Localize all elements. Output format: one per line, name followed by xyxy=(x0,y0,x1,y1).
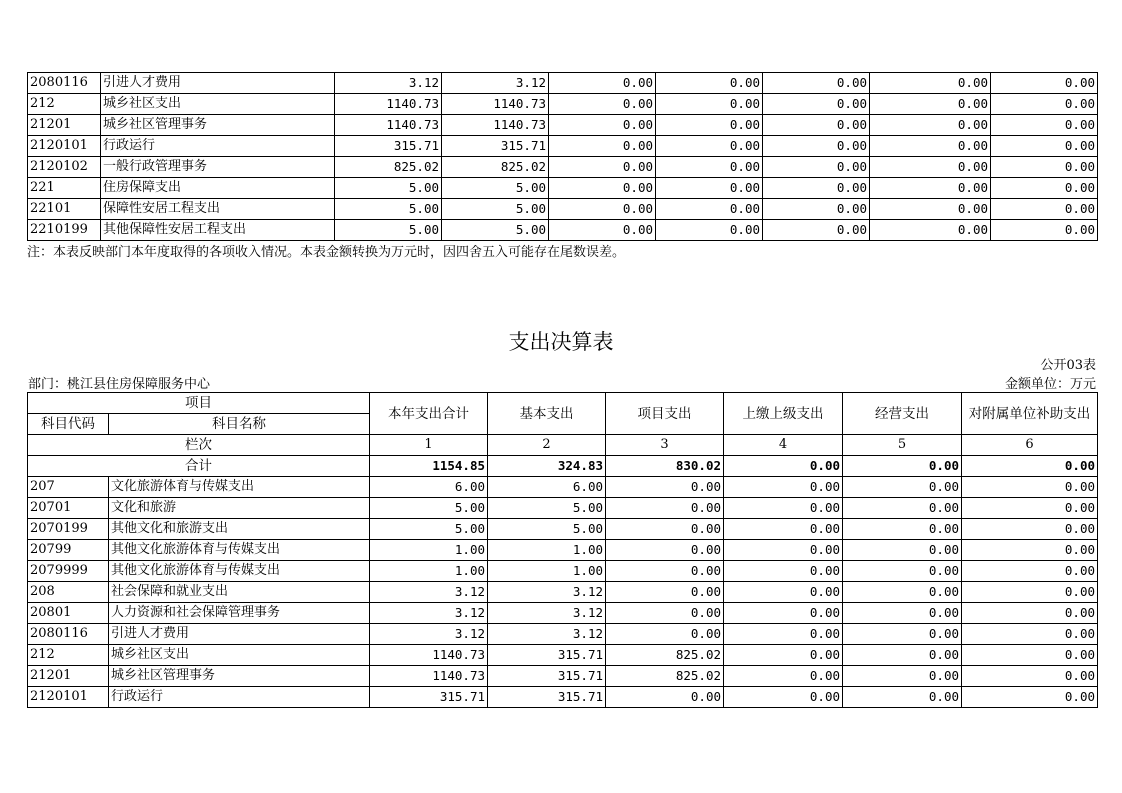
table-note: 注：本表反映部门本年度取得的各项收入情况。本表金额转换为万元时，因四舍五入可能存在尾数误差。 xyxy=(27,245,626,260)
amount-cell: 0.00 xyxy=(843,645,962,666)
amount-cell: 6.00 xyxy=(370,477,488,498)
table-row xyxy=(28,178,1098,199)
subject-name: 引进人才费用 xyxy=(101,73,335,94)
amount-cell: 0.00 xyxy=(606,561,724,582)
table-row xyxy=(28,199,1098,220)
header-code: 科目代码 xyxy=(28,414,109,435)
amount-cell: 5.00 xyxy=(488,498,606,519)
subject-name: 保障性安居工程支出 xyxy=(101,199,335,220)
subject-code: 2070199 xyxy=(28,519,109,540)
amount-cell: 6.00 xyxy=(488,477,606,498)
amount-cell: 1140.73 xyxy=(370,645,488,666)
amount-cell: 0.00 xyxy=(962,624,1098,645)
amount-cell: 0.00 xyxy=(962,687,1098,708)
subject-name: 行政运行 xyxy=(109,687,370,708)
amount-cell: 0.00 xyxy=(991,199,1098,220)
table-row xyxy=(28,561,1098,582)
amount-cell: 0.00 xyxy=(606,498,724,519)
amount-cell: 825.02 xyxy=(606,645,724,666)
amount-cell: 0.00 xyxy=(606,540,724,561)
form-code: 公开03表 xyxy=(1040,358,1096,373)
column-number: 1 xyxy=(370,435,488,456)
amount-cell: 0.00 xyxy=(843,582,962,603)
subject-name: 引进人才费用 xyxy=(109,624,370,645)
subject-name: 其他文化旅游体育与传媒支出 xyxy=(109,540,370,561)
header-col-2: 基本支出 xyxy=(488,393,606,435)
amount-cell: 0.00 xyxy=(549,220,656,241)
column-number: 4 xyxy=(724,435,843,456)
amount-cell: 3.12 xyxy=(335,73,442,94)
table-row xyxy=(28,687,1098,708)
subject-code: 2079999 xyxy=(28,561,109,582)
table-row xyxy=(28,540,1098,561)
table-row xyxy=(28,519,1098,540)
subject-name: 文化旅游体育与传媒支出 xyxy=(109,477,370,498)
amount-cell: 1.00 xyxy=(488,540,606,561)
amount-cell: 0.00 xyxy=(724,477,843,498)
amount-cell: 0.00 xyxy=(991,136,1098,157)
amount-cell: 0.00 xyxy=(991,178,1098,199)
amount-cell: 0.00 xyxy=(763,136,870,157)
table-row xyxy=(28,624,1098,645)
subject-name: 其他文化和旅游支出 xyxy=(109,519,370,540)
amount-cell: 3.12 xyxy=(370,603,488,624)
subject-code: 2120101 xyxy=(28,136,101,157)
header-row-1 xyxy=(28,393,1098,414)
amount-cell: 0.00 xyxy=(763,178,870,199)
column-row-label: 栏次 xyxy=(28,435,370,456)
amount-cell: 0.00 xyxy=(606,603,724,624)
amount-cell: 0.00 xyxy=(656,115,763,136)
amount-cell: 1140.73 xyxy=(442,115,549,136)
amount-cell: 5.00 xyxy=(370,498,488,519)
amount-cell: 0.00 xyxy=(843,477,962,498)
subject-name: 住房保障支出 xyxy=(101,178,335,199)
amount-cell: 5.00 xyxy=(335,199,442,220)
amount-cell: 0.00 xyxy=(962,498,1098,519)
table-row xyxy=(28,477,1098,498)
amount-cell: 0.00 xyxy=(549,73,656,94)
amount-cell: 0.00 xyxy=(870,73,991,94)
subject-code: 20799 xyxy=(28,540,109,561)
table-row xyxy=(28,603,1098,624)
amount-cell: 0.00 xyxy=(763,220,870,241)
subject-code: 2080116 xyxy=(28,73,101,94)
amount-cell: 0.00 xyxy=(763,199,870,220)
header-item: 项目 xyxy=(28,393,370,414)
total-value: 1154.85 xyxy=(370,456,488,477)
amount-cell: 5.00 xyxy=(488,519,606,540)
total-value: 324.83 xyxy=(488,456,606,477)
amount-cell: 5.00 xyxy=(442,220,549,241)
subject-code: 21201 xyxy=(28,666,109,687)
amount-cell: 0.00 xyxy=(991,220,1098,241)
subject-code: 212 xyxy=(28,94,101,115)
amount-cell: 3.12 xyxy=(488,603,606,624)
amount-cell: 0.00 xyxy=(724,603,843,624)
amount-cell: 0.00 xyxy=(962,582,1098,603)
total-value: 0.00 xyxy=(843,456,962,477)
amount-cell: 315.71 xyxy=(488,666,606,687)
table-row xyxy=(28,157,1098,178)
amount-cell: 0.00 xyxy=(962,477,1098,498)
total-row xyxy=(28,456,1098,477)
subject-name: 其他保障性安居工程支出 xyxy=(101,220,335,241)
amount-cell: 825.02 xyxy=(606,666,724,687)
amount-cell: 0.00 xyxy=(991,73,1098,94)
subject-name: 城乡社区管理事务 xyxy=(109,666,370,687)
amount-cell: 0.00 xyxy=(606,477,724,498)
amount-cell: 0.00 xyxy=(724,582,843,603)
amount-cell: 315.71 xyxy=(488,687,606,708)
amount-cell: 3.12 xyxy=(370,582,488,603)
amount-cell: 5.00 xyxy=(370,519,488,540)
amount-cell: 0.00 xyxy=(606,624,724,645)
table-row xyxy=(28,498,1098,519)
amount-cell: 0.00 xyxy=(549,157,656,178)
amount-cell: 0.00 xyxy=(991,157,1098,178)
header-col-1: 本年支出合计 xyxy=(370,393,488,435)
amount-cell: 0.00 xyxy=(763,94,870,115)
table-row xyxy=(28,94,1098,115)
subject-code: 221 xyxy=(28,178,101,199)
amount-cell: 0.00 xyxy=(962,603,1098,624)
header-col-6: 对附属单位补助支出 xyxy=(962,393,1098,435)
amount-cell: 5.00 xyxy=(442,178,549,199)
income-table-continued xyxy=(27,72,1098,241)
amount-cell: 0.00 xyxy=(656,199,763,220)
amount-cell: 0.00 xyxy=(549,199,656,220)
amount-cell: 0.00 xyxy=(962,645,1098,666)
subject-name: 城乡社区支出 xyxy=(109,645,370,666)
amount-cell: 315.71 xyxy=(488,645,606,666)
amount-cell: 0.00 xyxy=(656,220,763,241)
amount-cell: 0.00 xyxy=(870,157,991,178)
header-col-5: 经营支出 xyxy=(843,393,962,435)
amount-cell: 315.71 xyxy=(442,136,549,157)
subject-code: 207 xyxy=(28,477,109,498)
amount-cell: 5.00 xyxy=(335,178,442,199)
amount-cell: 0.00 xyxy=(724,540,843,561)
amount-cell: 0.00 xyxy=(724,687,843,708)
amount-cell: 3.12 xyxy=(488,624,606,645)
amount-cell: 0.00 xyxy=(962,540,1098,561)
column-number: 6 xyxy=(962,435,1098,456)
total-label: 合计 xyxy=(28,456,370,477)
amount-cell: 0.00 xyxy=(843,603,962,624)
income-table-body xyxy=(28,73,1098,241)
amount-cell: 825.02 xyxy=(335,157,442,178)
total-value: 0.00 xyxy=(724,456,843,477)
amount-cell: 0.00 xyxy=(991,115,1098,136)
amount-cell: 0.00 xyxy=(962,519,1098,540)
subject-code: 2080116 xyxy=(28,624,109,645)
amount-cell: 0.00 xyxy=(962,561,1098,582)
amount-cell: 0.00 xyxy=(870,115,991,136)
table-row xyxy=(28,220,1098,241)
amount-cell: 1.00 xyxy=(488,561,606,582)
amount-cell: 0.00 xyxy=(549,136,656,157)
amount-cell: 0.00 xyxy=(724,498,843,519)
expenditure-table-body xyxy=(28,477,1098,708)
amount-cell: 0.00 xyxy=(549,94,656,115)
amount-cell: 0.00 xyxy=(763,115,870,136)
table-row xyxy=(28,115,1098,136)
column-number: 2 xyxy=(488,435,606,456)
table-row xyxy=(28,136,1098,157)
subject-name: 社会保障和就业支出 xyxy=(109,582,370,603)
amount-cell: 825.02 xyxy=(442,157,549,178)
amount-cell: 0.00 xyxy=(656,157,763,178)
amount-cell: 1.00 xyxy=(370,561,488,582)
amount-cell: 3.12 xyxy=(442,73,549,94)
header-col-3: 项目支出 xyxy=(606,393,724,435)
total-value: 830.02 xyxy=(606,456,724,477)
amount-cell: 1140.73 xyxy=(335,115,442,136)
table-row xyxy=(28,645,1098,666)
amount-cell: 0.00 xyxy=(843,561,962,582)
unit-label: 金额单位：万元 xyxy=(1004,377,1096,392)
amount-cell: 0.00 xyxy=(656,178,763,199)
amount-cell: 1140.73 xyxy=(335,94,442,115)
subject-name: 一般行政管理事务 xyxy=(101,157,335,178)
expenditure-table xyxy=(27,392,1098,708)
subject-name: 其他文化旅游体育与传媒支出 xyxy=(109,561,370,582)
amount-cell: 0.00 xyxy=(763,73,870,94)
amount-cell: 0.00 xyxy=(763,157,870,178)
subject-name: 文化和旅游 xyxy=(109,498,370,519)
subject-name: 人力资源和社会保障管理事务 xyxy=(109,603,370,624)
column-number: 3 xyxy=(606,435,724,456)
amount-cell: 0.00 xyxy=(870,94,991,115)
amount-cell: 1140.73 xyxy=(442,94,549,115)
subject-name: 城乡社区管理事务 xyxy=(101,115,335,136)
amount-cell: 0.00 xyxy=(606,582,724,603)
amount-cell: 0.00 xyxy=(606,687,724,708)
amount-cell: 0.00 xyxy=(724,561,843,582)
subject-code: 212 xyxy=(28,645,109,666)
subject-code: 21201 xyxy=(28,115,101,136)
amount-cell: 0.00 xyxy=(870,220,991,241)
amount-cell: 0.00 xyxy=(991,94,1098,115)
subject-code: 2210199 xyxy=(28,220,101,241)
amount-cell: 1140.73 xyxy=(370,666,488,687)
subject-name: 城乡社区支出 xyxy=(101,94,335,115)
amount-cell: 0.00 xyxy=(843,666,962,687)
total-value: 0.00 xyxy=(962,456,1098,477)
amount-cell: 0.00 xyxy=(962,666,1098,687)
page-title: 支出决算表 xyxy=(508,330,614,354)
amount-cell: 0.00 xyxy=(843,498,962,519)
amount-cell: 0.00 xyxy=(843,540,962,561)
table-row xyxy=(28,582,1098,603)
subject-code: 22101 xyxy=(28,199,101,220)
amount-cell: 315.71 xyxy=(335,136,442,157)
subject-code: 2120101 xyxy=(28,687,109,708)
amount-cell: 0.00 xyxy=(724,645,843,666)
amount-cell: 5.00 xyxy=(442,199,549,220)
subject-code: 2120102 xyxy=(28,157,101,178)
department-label: 部门：桃江县住房保障服务中心 xyxy=(28,377,211,392)
header-col-4: 上缴上级支出 xyxy=(724,393,843,435)
subject-code: 208 xyxy=(28,582,109,603)
amount-cell: 0.00 xyxy=(724,666,843,687)
amount-cell: 0.00 xyxy=(549,115,656,136)
amount-cell: 0.00 xyxy=(843,687,962,708)
column-number: 5 xyxy=(843,435,962,456)
subject-name: 行政运行 xyxy=(101,136,335,157)
amount-cell: 0.00 xyxy=(724,624,843,645)
amount-cell: 3.12 xyxy=(370,624,488,645)
table-row xyxy=(28,73,1098,94)
subject-code: 20701 xyxy=(28,498,109,519)
amount-cell: 0.00 xyxy=(656,94,763,115)
amount-cell: 0.00 xyxy=(870,199,991,220)
table-row xyxy=(28,666,1098,687)
amount-cell: 0.00 xyxy=(870,136,991,157)
amount-cell: 0.00 xyxy=(549,178,656,199)
amount-cell: 0.00 xyxy=(870,178,991,199)
column-number-row xyxy=(28,435,1098,456)
amount-cell: 315.71 xyxy=(370,687,488,708)
amount-cell: 5.00 xyxy=(335,220,442,241)
amount-cell: 0.00 xyxy=(843,519,962,540)
amount-cell: 0.00 xyxy=(606,519,724,540)
amount-cell: 0.00 xyxy=(656,136,763,157)
amount-cell: 3.12 xyxy=(488,582,606,603)
header-name: 科目名称 xyxy=(109,414,370,435)
subject-code: 20801 xyxy=(28,603,109,624)
amount-cell: 0.00 xyxy=(843,624,962,645)
amount-cell: 0.00 xyxy=(724,519,843,540)
amount-cell: 0.00 xyxy=(656,73,763,94)
amount-cell: 1.00 xyxy=(370,540,488,561)
